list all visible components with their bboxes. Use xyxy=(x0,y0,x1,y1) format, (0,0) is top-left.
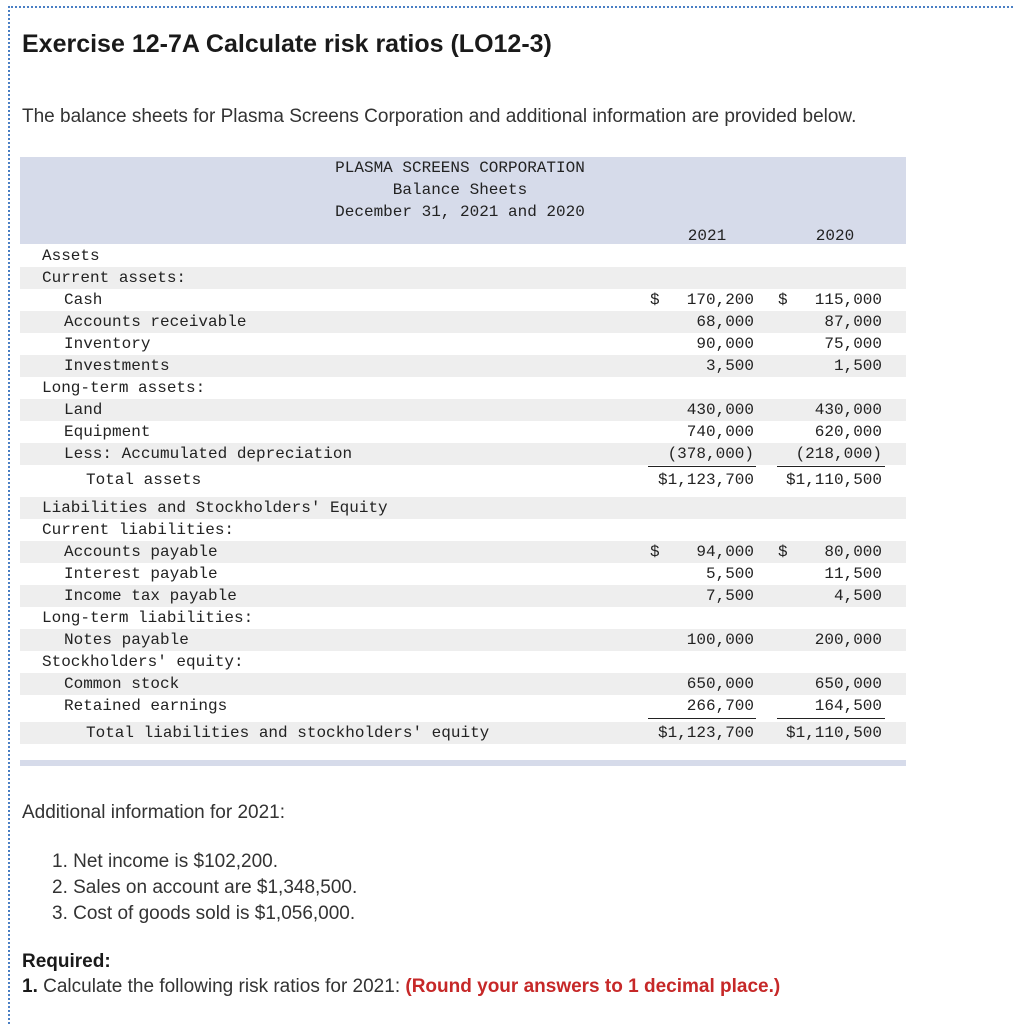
frame-border-top xyxy=(8,6,1013,8)
row-label: Stockholders' equity: xyxy=(42,653,244,671)
list-item: 3. Cost of goods sold is $1,056,000. xyxy=(52,903,356,924)
balance-sheet-table xyxy=(20,157,906,767)
table-row xyxy=(20,695,906,717)
row-label: Investments xyxy=(64,357,170,375)
row-label: Land xyxy=(64,401,103,419)
amount-2021: 100,000 xyxy=(686,631,754,649)
statement-date: December 31, 2021 and 2020 xyxy=(335,203,585,221)
amount-2021: 740,000 xyxy=(686,423,754,441)
table-row xyxy=(20,355,906,377)
row-label: Inventory xyxy=(64,335,151,353)
amount-2020: 200,000 xyxy=(814,631,882,649)
dollar-sign: $ xyxy=(650,291,660,309)
total-row xyxy=(20,722,906,744)
row-label: Total liabilities and stockholders' equity xyxy=(86,724,490,742)
row-label: Cash xyxy=(64,291,103,309)
row-label: Current liabilities: xyxy=(42,521,235,539)
row-label: Notes payable xyxy=(64,631,189,649)
dollar-sign: $ xyxy=(650,543,660,561)
total-row xyxy=(20,469,906,491)
year-2021-header: 2021 xyxy=(687,227,727,245)
amount-2020: 164,500 xyxy=(814,697,882,715)
table-row xyxy=(20,399,906,421)
amount-2021: 650,000 xyxy=(686,675,754,693)
row-label: Accounts receivable xyxy=(64,313,247,331)
table-row xyxy=(20,519,906,541)
row-label: Interest payable xyxy=(64,565,218,583)
required-number: 1. xyxy=(22,976,38,997)
row-label: Less: Accumulated depreciation xyxy=(64,445,353,463)
table-row xyxy=(20,563,906,585)
row-label: Long-term liabilities: xyxy=(42,609,254,627)
amount-2020: 430,000 xyxy=(814,401,882,419)
row-label: Total assets xyxy=(86,471,202,489)
subtotal-underline xyxy=(648,466,756,467)
year-2020-header: 2020 xyxy=(815,227,855,245)
table-row xyxy=(20,377,906,399)
company-name: PLASMA SCREENS CORPORATION xyxy=(335,159,585,177)
amount-2020: 620,000 xyxy=(814,423,882,441)
additional-info-heading: Additional information for 2021: xyxy=(22,802,285,823)
table-footer xyxy=(20,760,906,766)
amount-2020: $1,110,500 xyxy=(785,471,882,489)
amount-2021: 7,500 xyxy=(705,587,754,605)
rounding-note: (Round your answers to 1 decimal place.) xyxy=(405,976,781,997)
table-row xyxy=(20,651,906,673)
amount-2021: 3,500 xyxy=(705,357,754,375)
table-row xyxy=(20,333,906,355)
table-row xyxy=(20,245,906,267)
amount-2020: 87,000 xyxy=(824,313,882,331)
amount-2021: 170,200 xyxy=(686,291,754,309)
table-row xyxy=(20,421,906,443)
table-row xyxy=(20,267,906,289)
row-label: Long-term assets: xyxy=(42,379,206,397)
required-instruction xyxy=(22,976,780,998)
table-row xyxy=(20,443,906,465)
amount-2020: 80,000 xyxy=(824,543,882,561)
amount-2021: 5,500 xyxy=(705,565,754,583)
subtotal-underline xyxy=(777,466,885,467)
table-row xyxy=(20,607,906,629)
table-row xyxy=(20,289,906,311)
subtotal-underline xyxy=(648,718,756,719)
row-label: Current assets: xyxy=(42,269,187,287)
row-label: Common stock xyxy=(64,675,180,693)
table-row xyxy=(20,629,906,651)
table-row xyxy=(20,497,906,519)
amount-2021: $1,123,700 xyxy=(657,724,754,742)
amount-2021: $1,123,700 xyxy=(657,471,754,489)
amount-2021: 94,000 xyxy=(696,543,754,561)
amount-2020: $1,110,500 xyxy=(785,724,882,742)
dollar-sign: $ xyxy=(778,291,788,309)
row-label: Assets xyxy=(42,247,100,265)
table-row xyxy=(20,541,906,563)
amount-2020: 1,500 xyxy=(833,357,882,375)
required-text: Calculate the following risk ratios for 2021: xyxy=(37,976,406,997)
dollar-sign: $ xyxy=(778,543,788,561)
row-label: Retained earnings xyxy=(64,697,228,715)
table-row xyxy=(20,311,906,333)
required-heading: Required: xyxy=(22,951,111,972)
amount-2020: 115,000 xyxy=(814,291,882,309)
statement-name: Balance Sheets xyxy=(392,181,528,199)
amount-2021: (378,000) xyxy=(667,445,754,463)
additional-info-list xyxy=(52,849,357,927)
frame-border-left xyxy=(8,6,10,1024)
exercise-title: Exercise 12-7A Calculate risk ratios (LO12-3) xyxy=(22,30,552,58)
row-label: Income tax payable xyxy=(64,587,237,605)
row-label: Equipment xyxy=(64,423,151,441)
table-row xyxy=(20,585,906,607)
intro-text: The balance sheets for Plasma Screens Corporation and additional information are provided below. xyxy=(22,106,857,127)
amount-2021: 266,700 xyxy=(686,697,754,715)
amount-2021: 90,000 xyxy=(696,335,754,353)
subtotal-underline xyxy=(777,718,885,719)
amount-2020: 75,000 xyxy=(824,335,882,353)
amount-2020: 650,000 xyxy=(814,675,882,693)
row-label: Accounts payable xyxy=(64,543,218,561)
list-item: 2. Sales on account are $1,348,500. xyxy=(52,877,358,898)
amount-2021: 430,000 xyxy=(686,401,754,419)
table-row xyxy=(20,673,906,695)
list-item: 1. Net income is $102,200. xyxy=(52,851,279,872)
amount-2021: 68,000 xyxy=(696,313,754,331)
row-label: Liabilities and Stockholders' Equity xyxy=(42,499,388,517)
amount-2020: 11,500 xyxy=(824,565,882,583)
amount-2020: 4,500 xyxy=(833,587,882,605)
amount-2020: (218,000) xyxy=(795,445,882,463)
